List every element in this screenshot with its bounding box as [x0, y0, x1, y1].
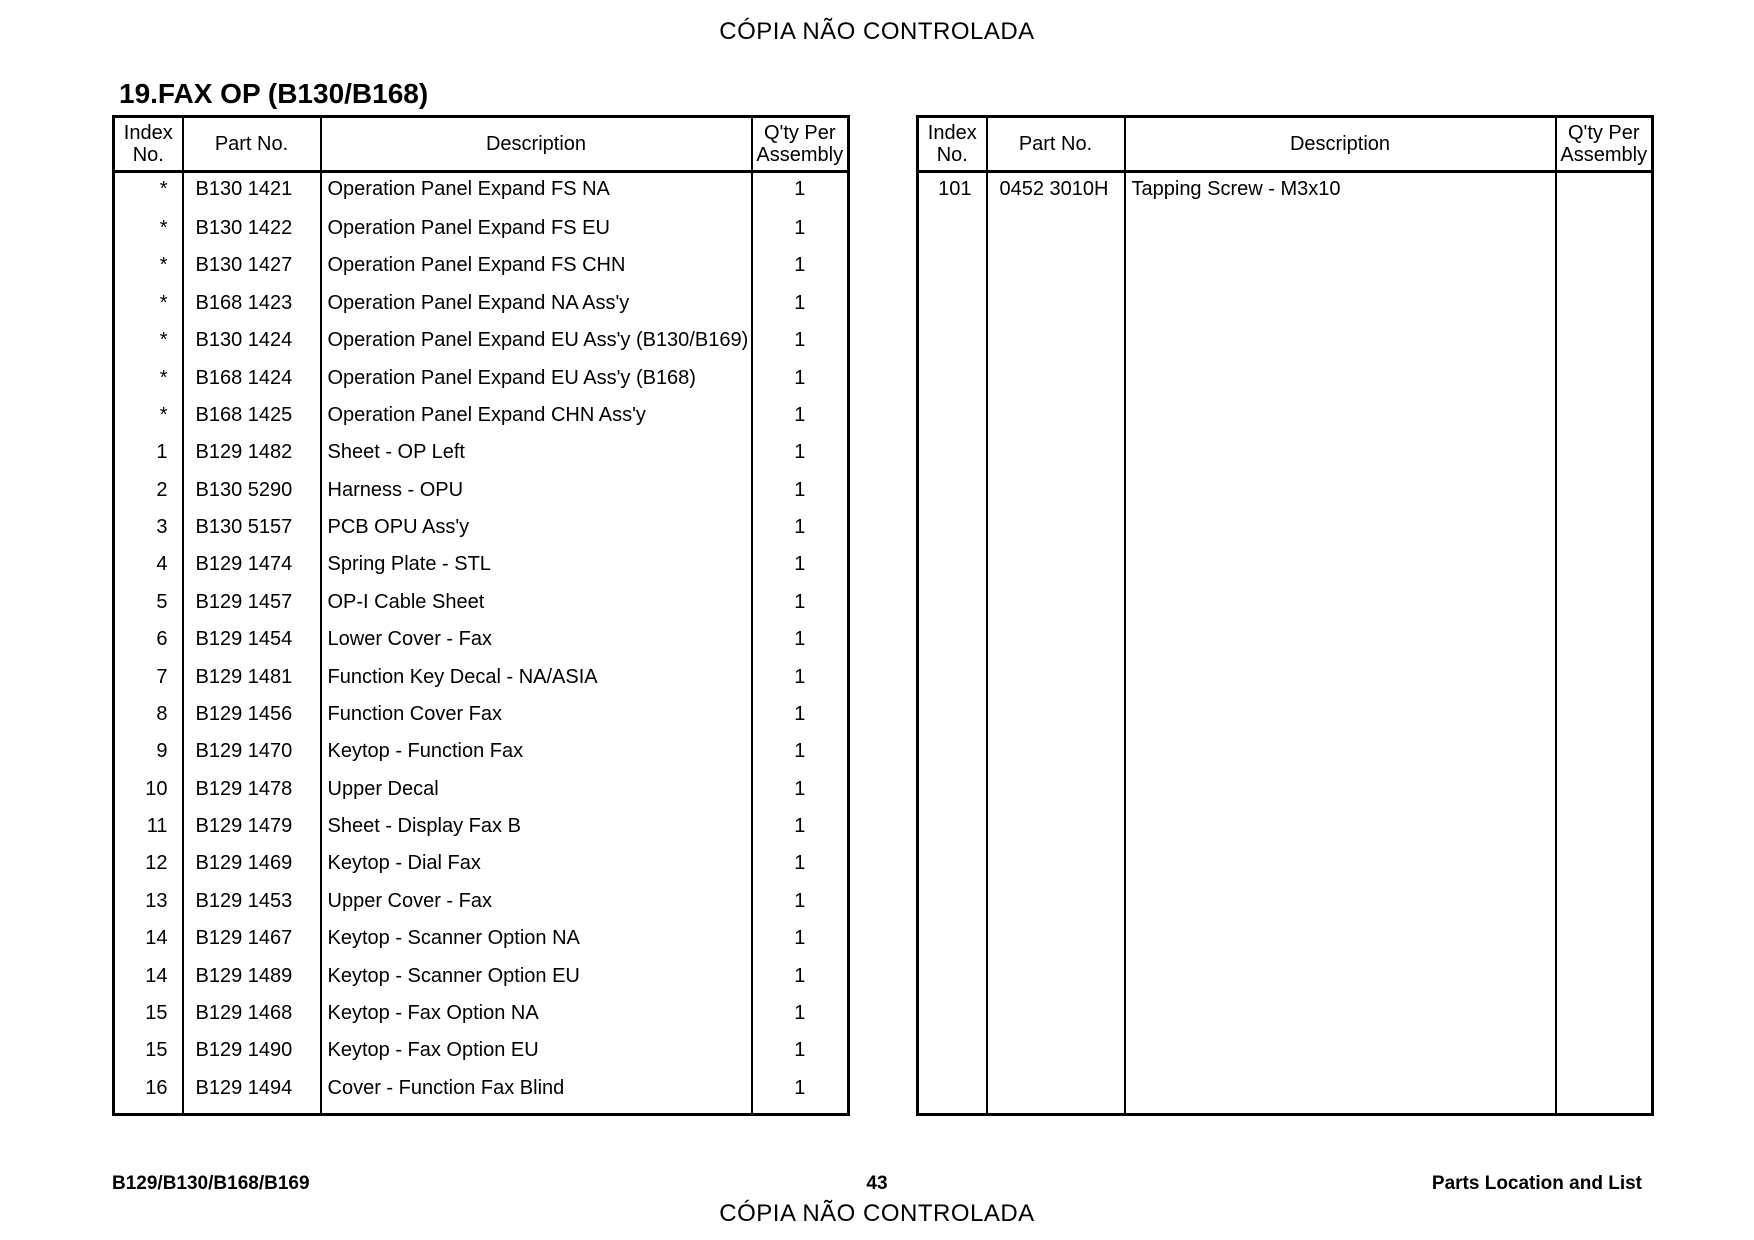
cell-description: Keytop - Fax Option EU [321, 1037, 752, 1074]
header-index [114, 117, 183, 172]
cell-part-no: 0452 3010H [987, 172, 1125, 1072]
cell-qty: 1 [752, 252, 849, 289]
table-row [114, 813, 849, 850]
cell-qty: 1 [752, 589, 849, 626]
empty-cell [321, 1112, 752, 1114]
cell-index: * [114, 290, 183, 327]
cell-index: 14 [114, 925, 183, 962]
watermark-bottom: CÓPIA NÃO CONTROLADA [719, 1200, 1035, 1227]
cell-description: Operation Panel Expand FS CHN [321, 252, 752, 289]
table-filler-row [114, 1112, 849, 1114]
cell-description: Operation Panel Expand CHN Ass'y [321, 402, 752, 439]
table-row [114, 439, 849, 476]
table-row [114, 589, 849, 626]
cell-part-no: B129 1456 [183, 701, 321, 738]
cell-part-no: B129 1478 [183, 776, 321, 813]
cell-qty: 1 [752, 290, 849, 327]
parts-table-left-body [114, 172, 849, 1115]
cell-description: Keytop - Scanner Option NA [321, 925, 752, 962]
table-row [114, 551, 849, 588]
cell-description: Keytop - Dial Fax [321, 850, 752, 887]
header-qty-line2: Assembly [756, 144, 844, 166]
table-row [114, 172, 849, 216]
cell-index: 3 [114, 514, 183, 551]
cell-description: Tapping Screw - M3x10 [1125, 172, 1556, 1072]
cell-description: OP-I Cable Sheet [321, 589, 752, 626]
table-row [114, 1000, 849, 1037]
cell-index: 15 [114, 1000, 183, 1037]
table-row [114, 290, 849, 327]
cell-index: * [114, 365, 183, 402]
section-title: 19.FAX OP (B130/B168) [119, 78, 429, 109]
cell-qty [1556, 172, 1653, 1072]
empty-cell [114, 1112, 183, 1114]
cell-part-no: B129 1474 [183, 551, 321, 588]
header-index-line1: Index [123, 122, 173, 144]
cell-part-no: B168 1424 [183, 365, 321, 402]
cell-qty: 1 [752, 850, 849, 887]
header-part-no: Part No. [183, 117, 321, 172]
cell-qty: 1 [752, 963, 849, 1000]
table-row [918, 172, 1653, 1072]
cell-index: * [114, 215, 183, 252]
cell-qty: 1 [752, 172, 849, 216]
cell-index: 8 [114, 701, 183, 738]
cell-part-no: B129 1457 [183, 589, 321, 626]
cell-part-no: B129 1467 [183, 925, 321, 962]
cell-qty: 1 [752, 365, 849, 402]
header-qty-line2: Assembly [1560, 144, 1648, 166]
cell-qty: 1 [752, 776, 849, 813]
cell-qty: 1 [752, 813, 849, 850]
footer-page-number: 43 [866, 1173, 888, 1194]
header-index [918, 117, 987, 172]
table-row [114, 215, 849, 252]
cell-description: Function Cover Fax [321, 701, 752, 738]
table-filler-row [918, 1072, 1653, 1115]
cell-description: Keytop - Function Fax [321, 738, 752, 775]
cell-index: 10 [114, 776, 183, 813]
table-row [114, 1075, 849, 1112]
table-row [114, 925, 849, 962]
empty-cell [183, 1112, 321, 1114]
table-row [114, 365, 849, 402]
footer-models: B129/B130/B168/B169 [112, 1173, 310, 1194]
cell-index: 13 [114, 888, 183, 925]
cell-qty: 1 [752, 888, 849, 925]
cell-description: PCB OPU Ass'y [321, 514, 752, 551]
header-part-no: Part No. [987, 117, 1125, 172]
empty-cell [1125, 1072, 1556, 1115]
table-row [114, 701, 849, 738]
empty-cell [918, 1072, 987, 1115]
cell-qty: 1 [752, 215, 849, 252]
cell-qty: 1 [752, 925, 849, 962]
header-qty [1556, 117, 1653, 172]
table-row [114, 1037, 849, 1074]
cell-description: Harness - OPU [321, 477, 752, 514]
cell-description: Operation Panel Expand NA Ass'y [321, 290, 752, 327]
cell-qty: 1 [752, 664, 849, 701]
cell-qty: 1 [752, 1037, 849, 1074]
cell-qty: 1 [752, 626, 849, 663]
parts-table-right-body [918, 172, 1653, 1115]
cell-part-no: B130 5290 [183, 477, 321, 514]
footer-section-name: Parts Location and List [1431, 1173, 1642, 1194]
cell-index: 12 [114, 850, 183, 887]
header-index-line2: No. [132, 144, 164, 166]
cell-index: 2 [114, 477, 183, 514]
cell-index: 14 [114, 963, 183, 1000]
cell-part-no: B130 1421 [183, 172, 321, 216]
cell-description: Upper Cover - Fax [321, 888, 752, 925]
cell-description: Operation Panel Expand EU Ass'y (B168) [321, 365, 752, 402]
cell-description: Keytop - Fax Option NA [321, 1000, 752, 1037]
cell-description: Keytop - Scanner Option EU [321, 963, 752, 1000]
cell-index: 16 [114, 1075, 183, 1112]
cell-part-no: B129 1469 [183, 850, 321, 887]
cell-index: 7 [114, 664, 183, 701]
cell-description: Operation Panel Expand FS EU [321, 215, 752, 252]
cell-part-no: B129 1468 [183, 1000, 321, 1037]
cell-index: 101 [918, 172, 987, 1072]
cell-index: 11 [114, 813, 183, 850]
table-row [114, 626, 849, 663]
cell-qty: 1 [752, 439, 849, 476]
cell-qty: 1 [752, 1075, 849, 1112]
cell-index: 5 [114, 589, 183, 626]
empty-cell [752, 1112, 849, 1114]
header-description: Description [321, 117, 752, 172]
table-header-row [918, 117, 1653, 172]
empty-cell [987, 1072, 1125, 1115]
cell-part-no: B129 1453 [183, 888, 321, 925]
cell-part-no: B129 1481 [183, 664, 321, 701]
cell-index: 4 [114, 551, 183, 588]
cell-qty: 1 [752, 327, 849, 364]
cell-part-no: B168 1425 [183, 402, 321, 439]
cell-part-no: B129 1454 [183, 626, 321, 663]
cell-part-no: B130 1422 [183, 215, 321, 252]
table-row [114, 776, 849, 813]
cell-qty: 1 [752, 551, 849, 588]
parts-table-right [916, 115, 1654, 1116]
header-index-line2: No. [936, 144, 968, 166]
cell-part-no: B129 1479 [183, 813, 321, 850]
header-description: Description [1125, 117, 1556, 172]
cell-index: 1 [114, 439, 183, 476]
table-row [114, 514, 849, 551]
cell-description: Upper Decal [321, 776, 752, 813]
cell-description: Sheet - OP Left [321, 439, 752, 476]
cell-index: 15 [114, 1037, 183, 1074]
table-row [114, 402, 849, 439]
cell-index: 6 [114, 626, 183, 663]
cell-qty: 1 [752, 1000, 849, 1037]
header-qty-line1: Q'ty Per [1567, 122, 1640, 144]
cell-part-no: B129 1470 [183, 738, 321, 775]
cell-description: Lower Cover - Fax [321, 626, 752, 663]
cell-part-no: B130 1427 [183, 252, 321, 289]
cell-qty: 1 [752, 514, 849, 551]
cell-part-no: B129 1489 [183, 963, 321, 1000]
cell-qty: 1 [752, 477, 849, 514]
cell-part-no: B129 1490 [183, 1037, 321, 1074]
cell-index: * [114, 172, 183, 216]
cell-index: * [114, 252, 183, 289]
cell-qty: 1 [752, 738, 849, 775]
table-row [114, 738, 849, 775]
cell-index: 9 [114, 738, 183, 775]
table-row [114, 477, 849, 514]
cell-part-no: B129 1482 [183, 439, 321, 476]
cell-description: Spring Plate - STL [321, 551, 752, 588]
empty-cell [1556, 1072, 1653, 1115]
cell-part-no: B168 1423 [183, 290, 321, 327]
cell-description: Operation Panel Expand EU Ass'y (B130/B169) [321, 327, 752, 364]
parts-table-left [112, 115, 850, 1116]
header-qty-line1: Q'ty Per [763, 122, 836, 144]
cell-qty: 1 [752, 402, 849, 439]
table-row [114, 888, 849, 925]
table-row [114, 664, 849, 701]
table-row [114, 850, 849, 887]
cell-description: Function Key Decal - NA/ASIA [321, 664, 752, 701]
watermark-top: CÓPIA NÃO CONTROLADA [719, 18, 1035, 45]
table-row [114, 327, 849, 364]
cell-part-no: B130 5157 [183, 514, 321, 551]
cell-description: Sheet - Display Fax B [321, 813, 752, 850]
cell-part-no: B129 1494 [183, 1075, 321, 1112]
cell-index: * [114, 402, 183, 439]
table-row [114, 963, 849, 1000]
cell-description: Cover - Function Fax Blind [321, 1075, 752, 1112]
cell-index: * [114, 327, 183, 364]
cell-part-no: B130 1424 [183, 327, 321, 364]
table-header-row [114, 117, 849, 172]
header-qty [752, 117, 849, 172]
table-row [114, 252, 849, 289]
cell-description: Operation Panel Expand FS NA [321, 172, 752, 216]
header-index-line1: Index [927, 122, 977, 144]
cell-qty: 1 [752, 701, 849, 738]
